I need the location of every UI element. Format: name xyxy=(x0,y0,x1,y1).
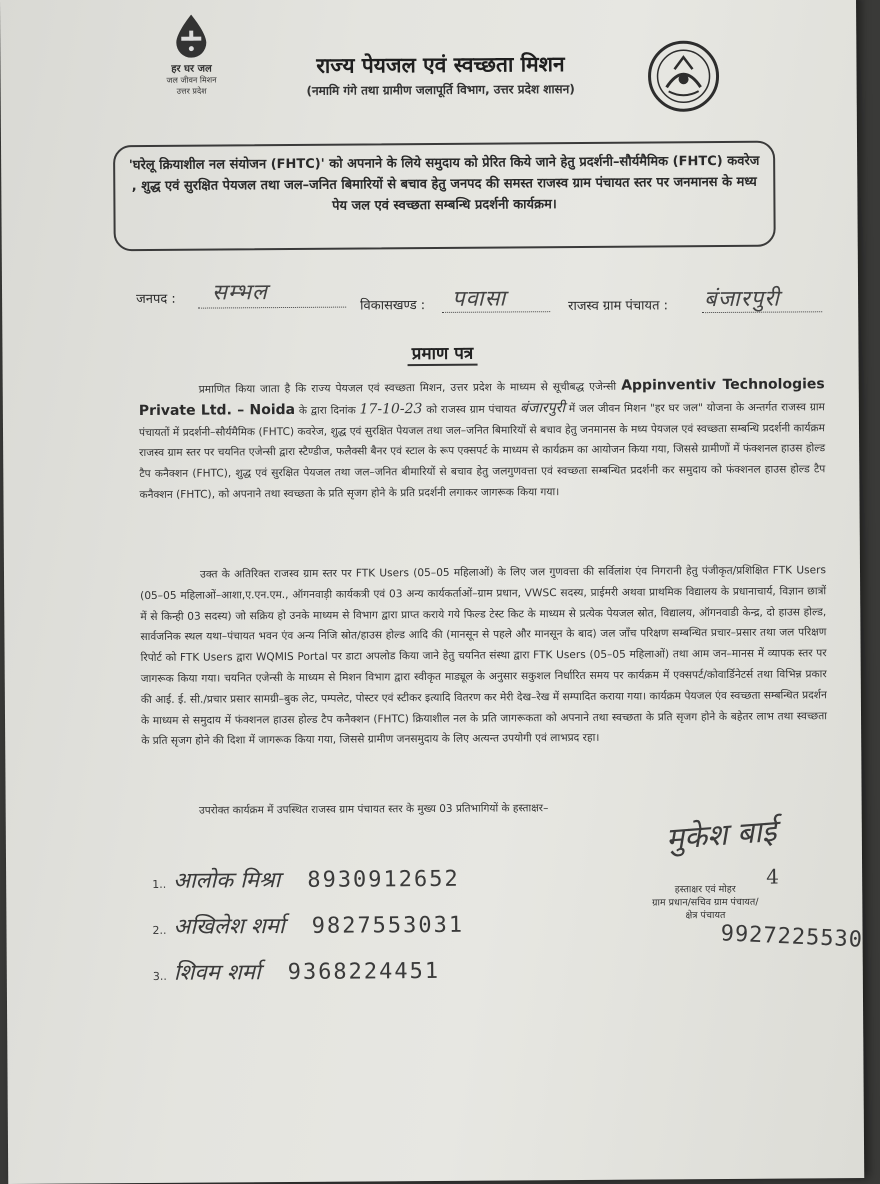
certificate-title: प्रमाण पत्र xyxy=(2,338,880,367)
pradhan-label-block xyxy=(620,883,790,923)
pradhan-label-1: हस्ताक्षर एवं मोहर xyxy=(674,883,736,896)
block-label: विकासखण्ड : xyxy=(360,298,426,314)
district-label: जनपद : xyxy=(136,291,176,308)
panchayat-value: बंजारपुरी xyxy=(704,286,780,313)
program-banner xyxy=(113,141,776,252)
participant-signature-2: 2.. अखिलेश शर्मा 9827553031 xyxy=(152,912,465,940)
mission-header xyxy=(240,50,640,100)
program-date: 17-10-23 xyxy=(359,400,423,418)
water-drop-icon xyxy=(168,13,214,59)
p1-part-a: प्रमाणित किया जाता है कि राज्य पेयजल एवं स्वच्छता मिशन, उत्तर प्रदेश के माध्यम से सूचीबद्ध एजेन्सी xyxy=(198,380,617,396)
panchayat-handwritten: बंजारपुरी xyxy=(519,399,566,417)
participant-1-phone: 8930912652 xyxy=(307,866,460,893)
agency-name: Appinventiv Technologies Private Ltd. – Noida xyxy=(138,376,825,419)
participant-1-name: आलोक मिश्रा xyxy=(173,868,281,894)
participant-2-phone: 9827553031 xyxy=(311,912,465,939)
participant-2-name: अखिलेश शर्मा xyxy=(173,914,285,940)
participant-signature-1: 1.. आलोक मिश्रा 8930912652 xyxy=(152,866,460,894)
participant-3-name: शिवम शर्मा xyxy=(173,960,261,986)
district-value: सम्भल xyxy=(211,280,268,306)
up-government-seal-icon xyxy=(646,39,721,114)
p1-part-b: के द्वारा दिनांक xyxy=(298,404,356,417)
p1-part-c: को राजस्व ग्राम पंचायत xyxy=(426,403,517,416)
pradhan-signature: मुकेश बाई xyxy=(664,813,778,858)
logo-line-1: हर घर जल xyxy=(171,63,212,75)
mission-title: राज्य पेयजल एवं स्वच्छता मिशन xyxy=(316,52,565,78)
p1-part-d: में जल जीवन मिशन "हर घर जल" योजना के अन्तर्गत राजस्व ग्राम पंचायतों में प्रदर्शनी–सौर्यमैमिक (FHTC) कवरेज, शुद्ध एवं सुरक्षित पेयजल तथा जल–जनित बिमारियों से बचाव हेतु जनमानस के मध्य पेयजल एवं स्वच्छता सम्बन्धि प्रदर्शनी कार्यक्रम राजस्व ग्राम स्तर पर चयनित एजेन्सी द्वारा स्टैण्डीज, फलैक्सी बैनर एवं स्टाल के रूप एक्सपर्ट के माध्यम से कार्यक्रम का आयोजन किया गया, जिससे ग्रामीणों में फंक्शनल हाउस होल्ड टैप कनैक्शन (FHTC), शुद्ध एवं सुरक्षित पेयजल तथा जल–जनित बीमारियों से बचाव हेतु जलगुणवत्ता एवं स्वच्छता सम्बन्धित प्रदर्शनी कर समुदाय को फंक्शनल हाउस होल्ड टैप कनैक्शन (FHTC), को अपनाने तथा स्वच्छता के प्रति सृजग होने के प्रति प्रदर्शनी लगाकर जागरूक किया गया। xyxy=(138,401,826,502)
location-fields xyxy=(136,278,836,315)
mission-subtitle: (नमामि गंगे तथा ग्रामीण जलापूर्ति विभाग, उत्तर प्रदेश शासन) xyxy=(306,81,575,98)
participant-signature-3: 3.. शिवम शर्मा 9368224451 xyxy=(152,958,441,986)
block-value: पवासा xyxy=(452,286,507,312)
certificate-paragraph-2 xyxy=(140,560,827,752)
logo-line-3: उत्तर प्रदेश xyxy=(176,86,207,96)
har-ghar-jal-logo xyxy=(152,12,231,96)
p2-text: उक्त के अतिरिक्त राजस्व ग्राम स्तर पर FTK Users (05–05 महिलाओं) के लिए जल गुणवत्ता की सर्विलांश एंव निगरानी हेतु पंजीकृत/प्रशिक्षित FTK Users (05–05 महिलाओं–आशा,ए.एन.एम., ऑगनवाड़ी कार्यकत्री एवं 03 अन्य कार्यकर्ताओं–ग्राम प्रधान, VWSC सदस्य, प्राईमरी अथवा प्राथमिक विद्यालय के प्रधानाचार्य, विज्ञान छात्रों में से किन्ही 03 सदस्य) जो सक्रिय हो उनके माध्यम से विभाग द्वारा प्राप्त कराये गये फिल्ड टेस्ट किट के माध्यम से प्रत्येक पेयजल स्रोत, विद्यालय, ऑगनवाडी केन्द्र, दो हाउस होल्ड, सार्वजनिक स्थल यथा–पंचायत भवन एंव अन्य निजि स्रोत/हाउस होल्ड आदि की (मानसून से पहले और मानसून के बाद) जल जाँच परिक्षण सम्बन्धित प्रचार–प्रसार तथा जल परिक्षण रिपोर्ट को FTK Users द्वारा WQMIS Portal पर डाटा अपलोड किया जाने हेतु चयनित संस्था द्वारा FTK Users (05–05 महिलाओं) तथा आम जन–मानस में व्यापक स्तर पर जागरूक किया गया। चयनित एजेन्सी के माध्यम से मिशन विभाग द्वारा स्वीकृत माड्यूल के अनुसार सकुशल निर्धारित समय पर कार्यक्रम में एक्सपर्ट/कोवार्डिनेटर्स तथा विभिन्न प्रकार की आई. ई. सी./प्रचार प्रसार सामग्री–बुक लेट, पम्पलेट, पोस्टर एवं स्टीकर इत्यादि वितरण कर मेरी देख–रेख में सम्पादित कराया गया। कार्यक्रम पेयजल एंव स्वच्छता सम्बन्धित प्रदर्शन के माध्यम से समुदाय में फंक्शनल हाउस होल्ड टैप कनैक्शन (FHTC) क्रियाशील नल के प्रति जागरूकता को अपनाने तथा स्वच्छता के प्रति सृजग होने के बहेतर लाभ तथा स्वच्छता के प्रति सृजग होने की दिशा में जागरूक किया गया, जिससे ग्रामीण जनसमुदाय के लिए अत्यन्त उपयोगी एवं लाभप्रद रहा। xyxy=(140,564,828,748)
pradhan-label-2: ग्राम प्रधान/सचिव ग्राम पंचायत/ xyxy=(652,896,759,909)
participant-3-phone: 9368224451 xyxy=(287,958,441,986)
signatures-heading: उपरोक्त कार्यक्रम में उपस्थित राजस्व ग्राम पंचायत स्तर के मुख्य 03 प्रतिभागियों के हस्ताक्षर– xyxy=(198,802,549,817)
pradhan-number: 4 xyxy=(766,864,779,889)
panchayat-label: राजस्व ग्राम पंचायत : xyxy=(568,298,669,315)
banner-text: 'घरेलू क्रियाशील नल संयोजन (FHTC)' को अपनाने के लिये समुदाय को प्रेरित किये जाने हेतु प्रदर्शनी–सौर्यमैमिक (FHTC) कवरेज , शुद्ध एवं सुरक्षित पेयजल तथा जल–जनित बिमारियों से बचाव हेतु जनपद की समस्त राजस्व ग्राम पंचायत स्तर पर जनमानस के मध्य पेय जल एवं स्वच्छता सम्बन्धि प्रदर्शनी कार्यक्रम। xyxy=(128,153,760,214)
logo-line-2: जल जीवन मिशन xyxy=(166,75,217,85)
pradhan-label-3: क्षेत्र पंचायत xyxy=(685,909,726,922)
certificate-paragraph-1 xyxy=(139,374,826,506)
pradhan-phone: 9927225530 xyxy=(720,921,864,953)
